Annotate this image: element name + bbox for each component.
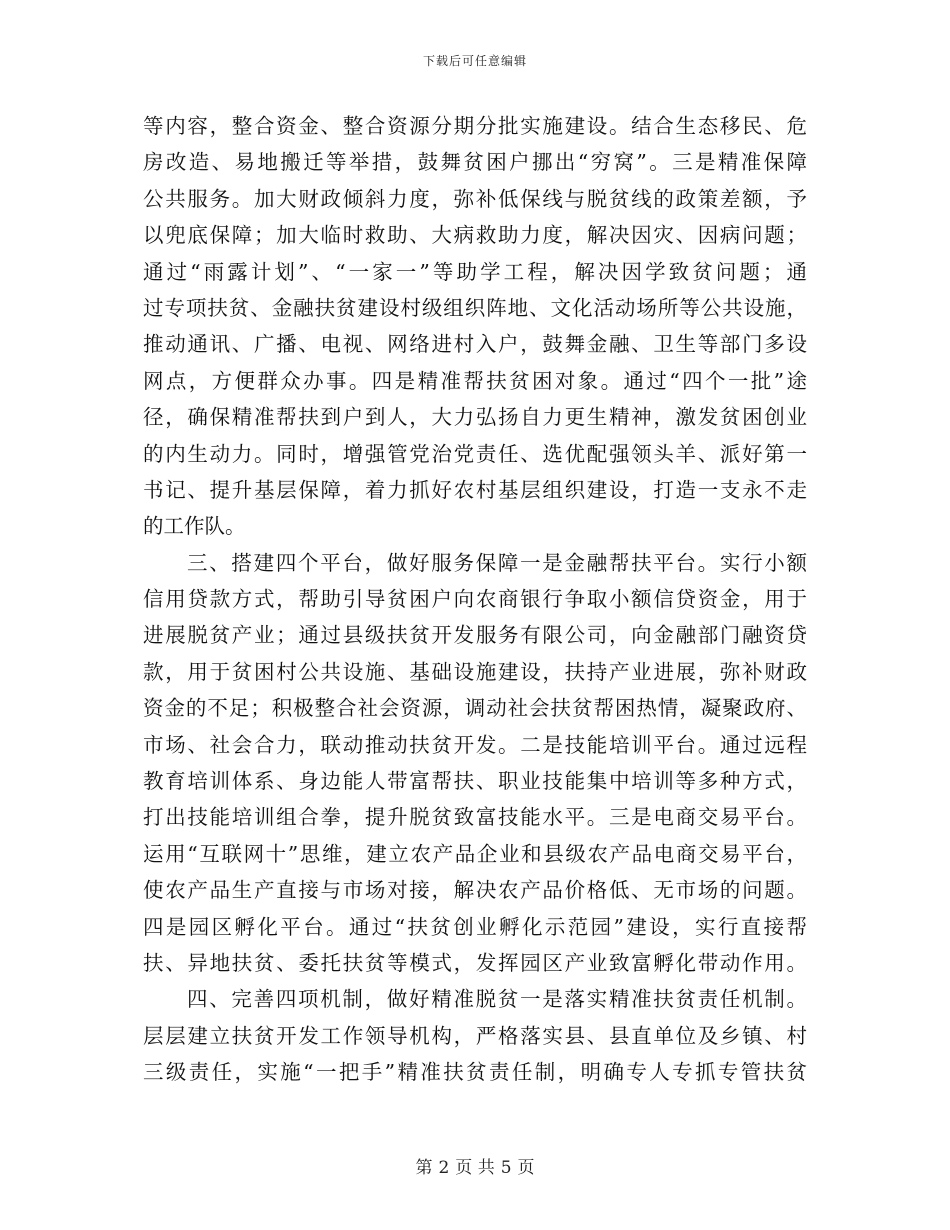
text-line: 资金的不足；积极整合社会资源，调动社会扶贫帮困热情，凝聚政府、	[143, 696, 807, 721]
text-line: 运用“互联网十”思维，建立农产品企业和县级农产品电商交易平台，	[143, 841, 807, 866]
text-line: 网点，方便群众办事。四是精准帮扶贫困对象。通过“四个一批”途	[143, 368, 807, 393]
text-line: 推动通讯、广播、电视、网络进村入户，鼓舞金融、卫生等部门多设	[143, 332, 807, 357]
text-line: 以兜底保障；加大临时救助、大病救助力度，解决因灾、因病问题；	[143, 223, 807, 248]
paragraph-heading-line: 四、完善四项机制，做好精准脱贫一是落实精准扶贫责任机制。	[187, 987, 807, 1012]
text-line: 的工作队。	[143, 514, 246, 539]
text-line: 款，用于贫困村公共设施、基础设施建设，扶持产业进展，弥补财政	[143, 659, 807, 684]
text-line: 等内容，整合资金、整合资源分期分批实施建设。结合生态移民、危	[143, 114, 807, 138]
text-line: 信用贷款方式，帮助引导贫困户向农商银行争取小额信贷资金，用于	[143, 587, 807, 612]
text-line: 三级责任，实施“一把手”精准扶贫责任制，明确专人专抓专管扶贫	[143, 1060, 807, 1085]
footer-mid: 页 共	[455, 1158, 495, 1178]
text-line: 径，确保精准帮扶到户到人，大力弘扬自力更生精神，激发贫困创业	[143, 405, 807, 430]
page-header: 下载后可任意编辑	[422, 54, 527, 68]
footer-suffix: 页	[517, 1158, 535, 1178]
text-line: 通过“雨露计划”、“一家一”等助学工程，解决因学致贫问题；通	[143, 259, 807, 284]
text-line: 进展脱贫产业；通过县级扶贫开发服务有限公司，向金融部门融资贷	[143, 623, 807, 648]
total-pages: 5	[500, 1158, 512, 1178]
text-line: 打出技能培训组合拳，提升脱贫致富技能水平。三是电商交易平台。	[143, 805, 807, 830]
text-line: 过专项扶贫、金融扶贫建设村级组织阵地、文化活动场所等公共设施，	[143, 295, 807, 320]
page-number: 2	[438, 1158, 450, 1178]
text-line: 四是园区孵化平台。通过“扶贫创业孵化示范园”建设，实行直接帮	[143, 914, 807, 939]
footer-prefix: 第	[415, 1158, 433, 1178]
document-body	[143, 108, 807, 1091]
text-line: 书记、提升基层保障，着力抓好农村基层组织建设，打造一支永不走	[143, 477, 807, 502]
text-line: 使农产品生产直接与市场对接，解决农产品价格低、无市场的问题。	[143, 878, 807, 903]
text-line: 教育培训体系、身边能人带富帮扶、职业技能集中培训等多种方式，	[143, 769, 807, 794]
text-line: 市场、社会合力，联动推动扶贫开发。二是技能培训平台。通过远程	[143, 732, 807, 757]
text-line: 扶、异地扶贫、委托扶贫等模式，发挥园区产业致富孵化带动作用。	[143, 950, 807, 975]
text-line: 公共服务。加大财政倾斜力度，弥补低保线与脱贫线的政策差额，予	[143, 186, 807, 211]
text-line: 的内生动力。同时，增强管党治党责任、选优配强领头羊、派好第一	[143, 441, 807, 466]
text-line: 房改造、易地搬迁等举措，鼓舞贫困户挪出“穷窝”。三是精准保障	[143, 150, 807, 175]
text-line: 层层建立扶贫开发工作领导机构，严格落实县、县直单位及乡镇、村	[143, 1023, 807, 1048]
page-footer	[0, 1153, 950, 1178]
paragraph-heading-line: 三、搭建四个平台，做好服务保障一是金融帮扶平台。实行小额	[187, 550, 807, 575]
